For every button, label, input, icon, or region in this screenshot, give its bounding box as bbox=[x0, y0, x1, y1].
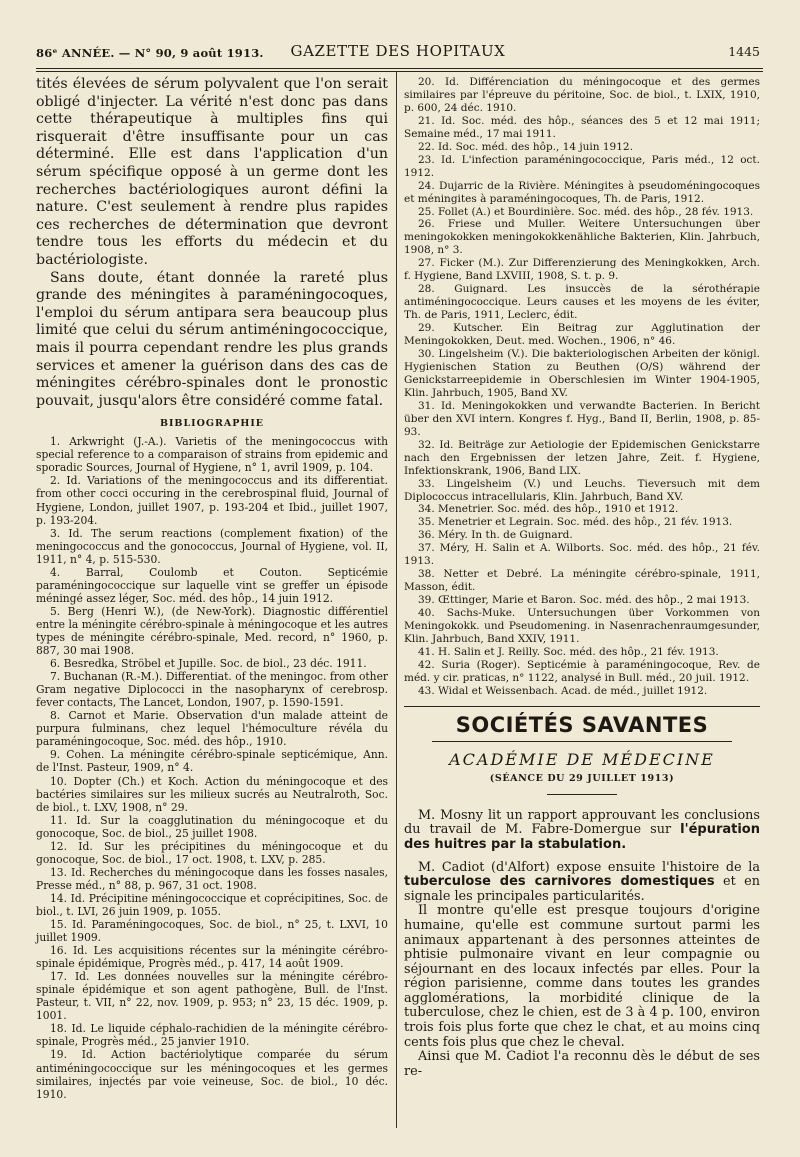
reference-item: 17. Id. Les données nouvelles sur la méningite cérébro-spinale épidémique et son agent pathogène, Bull. de l'Inst. Pasteur, t. VII, n° 22, nov. 1909, p. 953; n° 23, 15 déc. 1909, p. 1001. bbox=[36, 970, 388, 1023]
reference-item: 28. Guignard. Les insuccès de la sérothérapie antiméningococcique. Leurs causes et les moyens de les éviter, Th. de Paris, 1911, Leclerc, édit. bbox=[404, 283, 760, 322]
reference-item: 34. Menetrier. Soc. méd. des hôp., 1910 et 1912. bbox=[418, 503, 679, 516]
reference-item: 32. Id. Beiträge zur Aetiologie der Epidemischen Genickstarre nach den Ergebnissen der letzen Jahre, Zeit. f. Hygiene, Infektionskrank, 1906, Band LIX. bbox=[404, 438, 760, 477]
reference-item: 6. Besredka, Ströbel et Jupille. Soc. de biol., 23 déc. 1911. bbox=[50, 657, 367, 671]
report-topic-bold: tuberculose des carnivores domestiques bbox=[404, 874, 715, 890]
reference-item: 35. Menetrier et Legrain. Soc. méd. des hôp., 21 fév. 1913. bbox=[418, 516, 733, 529]
reference-item: 14. Id. Précipitine méningococcique et coprécipitines, Soc. de biol., t. LVI, 26 juin 1909, p. 1055. bbox=[36, 891, 388, 918]
session-date: (SÉANCE DU 29 JUILLET 1913) bbox=[489, 772, 675, 784]
report-text: et en signale les principales particularités. bbox=[404, 874, 760, 904]
reference-item: 11. Id. Sur la coagglutination du méningocoque et du gonocoque, Soc. de biol., 25 juillet 1908. bbox=[36, 813, 388, 840]
reference-item: 22. Id. Soc. méd. des hôp., 14 juin 1912. bbox=[418, 140, 633, 153]
report-paragraph: Ainsi que M. Cadiot l'a reconnu dès le début de ses re- bbox=[404, 1049, 760, 1079]
page-header bbox=[36, 40, 760, 66]
reference-item: 43. Widal et Weissenbach. Acad. de méd., juillet 1912. bbox=[418, 684, 708, 697]
reference-item: 41. H. Salin et J. Reilly. Soc. méd. des hôp., 21 fév. 1913. bbox=[418, 645, 719, 658]
reference-item: 26. Friese und Muller. Weitere Untersuchungen über meningokokken meningokokkenähliche Bakterien, Klin. Jahrbuch, 1908, n° 3. bbox=[404, 218, 760, 257]
reference-item: 21. Id. Soc. méd. des hôp., séances des 5 et 12 mai 1911; Semaine méd., 17 mai 1911. bbox=[404, 114, 760, 140]
session-rule bbox=[547, 794, 617, 795]
reference-item: 3. Id. The serum reactions (complement fixation) of the meningococcus and the gonococcus, Journal of Hygiene, vol. II, 1911, n° 4, p. 515-530. bbox=[36, 526, 388, 566]
reference-item: 36. Méry. In th. de Guignard. bbox=[418, 529, 573, 542]
report-topic-bold: l'épuration des huitres par la stabulation. bbox=[404, 822, 760, 852]
left-column bbox=[36, 76, 388, 1101]
reference-item: 13. Id. Recherches du méningocoque dans les fosses nasales, Presse méd., n° 88, p. 967, 31 oct. 1908. bbox=[36, 865, 388, 892]
article-paragraph: tités élevées de sérum polyvalent que l'on serait obligé d'injecter. La vérité n'est donc pas dans cette thérapeutique à multiples fins qui risquerait d'être insuffisante pour un cas déterminé. Elle est dans l'application d'un sérum spécifique opposé à un germe dont les recherches bactériologiques auront défini la nature. C'est seulement à rendre plus rapides ces recherches de détermination que devront tendre tous les efforts du médecin et du bactériologiste. bbox=[36, 76, 388, 268]
bibliography-title: BIBLIOGRAPHIE bbox=[159, 418, 265, 430]
reference-item: 33. Lingelsheim (V.) und Leuchs. Tieversuch mit dem Diplococcus intracellularis, Klin. Jahrbuch, Band XV. bbox=[404, 477, 760, 503]
reference-item: 5. Berg (Henri W.), (de New-York). Diagnostic différentiel entre la méningite cérébro-spinale à méningocoque et les autres types de méningite cérébro-spinale, Med. record, n° 1960, p. 887, 30 mai 1908. bbox=[36, 604, 388, 658]
reference-item: 2. Id. Variations of the meningococcus and its differentiat. from other cocci occuring in the cerebrospinal fluid, Journal of Hygiene, London, juillet 1907, p. 193-204 et Ibid., juillet 1907, p. 193-204. bbox=[36, 474, 388, 527]
report-text: M. Cadiot (d'Alfort) expose ensuite l'histoire de la bbox=[418, 859, 760, 875]
reference-item: 42. Suria (Roger). Septicémie à paraméningocoque, Rev. de méd. y cir. praticas, n° 1122, analysé in Bull. méd., 20 juil. 1912. bbox=[404, 658, 760, 684]
reference-item: 20. Id. Différenciation du méningocoque et des germes similaires par l'épreuve du péritoine, Soc. de biol., t. LXIX, 1910, p. 600, 24 déc. 1910. bbox=[404, 76, 760, 114]
article-paragraph: Sans doute, étant donnée la rareté plus grande des méningites à paraméningocoques, l'emploi du sérum antipara sera beaucoup plus limité que celui du sérum antiméningococcique, mais il pourra cependant rendre les plus grands services et amener la guérison dans des cas de méningites cérébro-spinales dont le pronostic pouvait, jusqu'alors être considéré comme fatal. bbox=[36, 269, 388, 409]
reference-item: 9. Cohen. La méningite cérébro-spinale septicémique, Ann. de l'Inst. Pasteur, 1909, n° 4. bbox=[36, 748, 388, 775]
reference-item: 27. Ficker (M.). Zur Differenzierung des Meningkokken, Arch. f. Hygiene, Band LXVIII, 1908, S. t. p. 9. bbox=[404, 257, 760, 283]
reference-item: 39. Œttinger, Marie et Baron. Soc. méd. des hôp., 2 mai 1913. bbox=[418, 594, 750, 607]
reference-item: 8. Carnot et Marie. Observation d'un malade atteint de purpura fulminans, chez lequel l'hémoculture révéla du paraméningocoque, Soc. méd. des hôp., 1910. bbox=[36, 709, 388, 749]
bibliography-list-continued bbox=[404, 76, 760, 698]
report-text: M. Mosny lit un rapport approuvant les conclusions du travail de M. Fabre-Domergue sur bbox=[404, 807, 760, 838]
reference-item: 15. Id. Paraméningocoques, Soc. de biol., n° 25, t. LXVI, 10 juillet 1909. bbox=[36, 918, 388, 945]
issue-info: 86ᵉ ANNÉE. — N° 90, 9 août 1913. bbox=[36, 46, 264, 60]
column-divider bbox=[396, 72, 397, 1128]
reference-item: 16. Id. Les acquisitions récentes sur la méningite cérébro-spinale épidémique, Progrès méd., p. 417, 14 août 1909. bbox=[36, 944, 388, 971]
reference-item: 7. Buchanan (R.-M.). Differentiat. of the meningoc. from other Gram negative Diplococci in the nasopharynx of cerebrosp. fever contacts, The Lancet, London, 1907, p. 1590-1591. bbox=[36, 670, 388, 710]
reference-item: 37. Méry, H. Salin et A. Wilborts. Soc. méd. des hôp., 21 fév. 1913. bbox=[404, 542, 760, 568]
reference-item: 25. Follet (A.) et Bourdinière. Soc. méd. des hôp., 28 fév. 1913. bbox=[418, 205, 754, 218]
bibliography-list bbox=[36, 435, 388, 1100]
reference-item: 4. Barral, Coulomb et Couton. Septicémie paraméningococcique sur laquelle vint se greffer un épisode méningé assez léger, Soc. méd. des hôp., 14 juin 1912. bbox=[36, 565, 388, 605]
reference-item: 12. Id. Sur les précipitines du méningocoque et du gonocoque, Soc. de biol., 17 oct. 1908, t. LXV, p. 285. bbox=[36, 839, 388, 866]
reference-item: 18. Id. Le liquide céphalo-rachidien de la méningite cérébro-spinale, Progrès méd., 25 janvier 1910. bbox=[36, 1022, 388, 1049]
reference-item: 38. Netter et Debré. La méningite cérébro-spinale, 1911, Masson, édit. bbox=[404, 568, 760, 594]
journal-title: GAZETTE DES HOPITAUX bbox=[290, 42, 506, 60]
report-paragraph bbox=[404, 809, 760, 853]
section-title: SOCIÉTÉS SAVANTES bbox=[404, 706, 760, 737]
reference-item: 24. Dujarric de la Rivière. Méningites à pseudoméningocoques et méningites à paraméningocoques, Th. de Paris, 1912. bbox=[404, 179, 760, 205]
report-paragraph bbox=[404, 861, 760, 905]
reference-item: 40. Sachs-Muke. Untersuchungen über Vorkommen von Meningokokk. und Pseudomening. in Nasenrachenraumgesunder, Klin. Jahrbuch, Band XXIV, 1911. bbox=[404, 607, 760, 645]
reference-item: 30. Lingelsheim (V.). Die bakteriologischen Arbeiten der königl. Hygienischen Station zu Beuthen (O/S) während der Genickstarreepidemie in Oberschlesien im Winter 1904-1905, Klin. Jahrbuch, 1905, Band XV. bbox=[404, 348, 760, 399]
reference-item: 31. Id. Meningokokken und verwandte Bacterien. In Bericht über den XVI intern. Kongres f. Hyg., Band II, Berlin, 1908, p. 85-93. bbox=[404, 399, 760, 438]
report-paragraph: Il montre qu'elle est presque toujours d'origine humaine, qu'elle est commune surtout parmi les animaux appartenant à des personnes atteintes de phtisie pulmonaire vivant en leur compagnie ou séjournant en des locaux infectés par elles. Pour la région parisienne, comme dans toutes les grandes agglomérations, la morbidité clinique de la tuberculose, chez le chien, est de 3 à 4 p. 100, environ trois fois plus forte que chez le chat, et au moins cinq cents fois plus que chez le cheval. bbox=[404, 903, 760, 1050]
reference-item: 23. Id. L'infection paraméningococcique, Paris méd., 12 oct. 1912. bbox=[404, 153, 760, 179]
section-rule bbox=[432, 741, 732, 742]
right-column bbox=[404, 76, 760, 1079]
page-number: 1445 bbox=[728, 44, 760, 59]
header-rule-bottom bbox=[36, 71, 763, 72]
subsection-title: ACADÉMIE DE MÉDECINE bbox=[449, 749, 715, 769]
reference-item: 29. Kutscher. Ein Beitrag zur Agglutination der Meningokokken, Deut. med. Wochen., 1906, n° 46. bbox=[404, 322, 760, 348]
reference-item: 1. Arkwright (J.-A.). Varietis of the meningococcus with special reference to a comparaison of strains from epidemic and sporadic Sources, Journal of Hygiene, n° 1, avril 1909, p. 104. bbox=[36, 435, 388, 475]
header-rule-top bbox=[36, 68, 763, 69]
reference-item: 19. Id. Action bactériolytique comparée du sérum antiméningococcique sur les méningocoques et les germes similaires, injectés par voie veineuse, Soc. de biol., 10 déc. 1910. bbox=[36, 1048, 388, 1101]
reference-item: 10. Dopter (Ch.) et Koch. Action du méningocoque et des bactéries similaires sur les milieux sucrés au Neutralroth, Soc. de biol., t. LXV, 1908, n° 29. bbox=[36, 774, 388, 814]
